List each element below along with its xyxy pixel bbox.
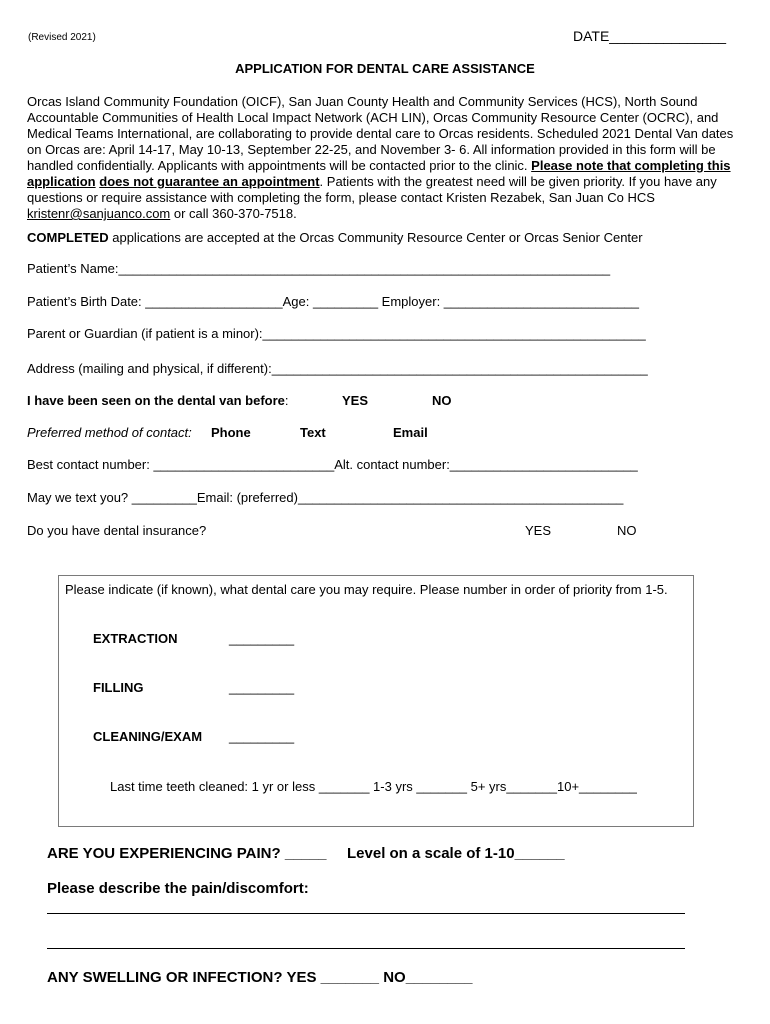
- care-instruction: Please indicate (if known), what dental care you may require. Please number in order of priority from 1-5.: [65, 582, 668, 597]
- contact-email-link[interactable]: kristenr@sanjuanco.com: [27, 206, 171, 221]
- guardian-field[interactable]: Parent or Guardian (if patient is a minor):_____________________________________________________: [27, 326, 646, 341]
- insurance-no-option[interactable]: NO: [617, 523, 637, 538]
- swelling-question[interactable]: ANY SWELLING OR INFECTION? YES _______ NO________: [47, 969, 473, 986]
- contact-method-label: Preferred method of contact:: [27, 425, 192, 440]
- filling-priority-field[interactable]: _________: [229, 680, 295, 695]
- text-email-field[interactable]: May we text you? _________Email: (preferred)_____________________________________________: [27, 490, 624, 505]
- contact-text-option[interactable]: Text: [300, 425, 326, 440]
- completed-bold: COMPLETED: [27, 230, 109, 245]
- patient-name-field[interactable]: Patient’s Name:____________________________________________________________________: [27, 261, 611, 276]
- intro-contact-text: . Patients with the greatest need will be given priority. If you have any questions or require assistance with completing the form, please contact Kristen Rezabek, San Juan Co HCS: [27, 174, 717, 205]
- completed-rest: applications are accepted at the Orcas Community Resource Center or Orcas Senior Center: [108, 230, 643, 245]
- note-guarantee: does not guarantee an appointment: [99, 174, 320, 189]
- cleaning-label: CLEANING/EXAM: [93, 729, 203, 744]
- revised-note: (Revised 2021): [28, 32, 96, 43]
- pain-description-line-1[interactable]: [47, 913, 685, 914]
- note-emphasis: Please note that completing this application: [27, 158, 731, 189]
- cleaning-priority-field[interactable]: _________: [229, 729, 295, 744]
- insurance-yes-option[interactable]: YES: [525, 523, 552, 538]
- completed-note: [27, 230, 643, 245]
- seen-before-label: I have been seen on the dental van before:: [27, 393, 289, 408]
- contact-phone-option[interactable]: Phone: [211, 425, 251, 440]
- seen-yes-option[interactable]: YES: [342, 393, 369, 408]
- insurance-label: Do you have dental insurance?: [27, 523, 207, 538]
- pain-describe-label: Please describe the pain/discomfort:: [47, 880, 309, 897]
- pain-level-field[interactable]: Level on a scale of 1-10______: [347, 845, 565, 862]
- intro-paragraph: [27, 94, 745, 222]
- contact-email-option[interactable]: Email: [393, 425, 428, 440]
- contact-number-field[interactable]: Best contact number: _________________________Alt. contact number:__________________________: [27, 457, 638, 472]
- date-field[interactable]: DATE_______________: [573, 28, 727, 44]
- address-field[interactable]: Address (mailing and physical, if different):____________________________________________________: [27, 361, 648, 376]
- seen-no-option[interactable]: NO: [432, 393, 452, 408]
- page-title: APPLICATION FOR DENTAL CARE ASSISTANCE: [235, 61, 535, 76]
- dental-care-box: [58, 575, 694, 827]
- birth-age-employer-field[interactable]: Patient’s Birth Date: ___________________Age: _________ Employer: ___________________________: [27, 294, 640, 309]
- last-cleaned-field[interactable]: Last time teeth cleaned: 1 yr or less _______ 1-3 yrs _______ 5+ yrs_______10+________: [110, 779, 637, 794]
- intro-phone-text: or call 360-370-7518.: [170, 206, 297, 221]
- pain-question[interactable]: ARE YOU EXPERIENCING PAIN? _____: [47, 845, 327, 862]
- filling-label: FILLING: [93, 680, 144, 695]
- extraction-priority-field[interactable]: _________: [229, 631, 295, 646]
- intro-text: Orcas Island Community Foundation (OICF), San Juan County Health and Community Services (HCS), North Sound Accountable Communities of Health Local Impact Network (ACH LIN), Orcas Community Resource Center (OCRC), and Medical Teams International, are collaborating to provide dental care to Orcas residents. Scheduled 2021 Dental Van dates on Orcas are: April 14-17, May 10-13, September 22-25, and November 3- 6. All information provided in this form will be handled confidentially. Applicants with appointments will be contacted prior to the clinic.: [27, 94, 734, 173]
- extraction-label: EXTRACTION: [93, 631, 178, 646]
- pain-description-line-2[interactable]: [47, 948, 685, 949]
